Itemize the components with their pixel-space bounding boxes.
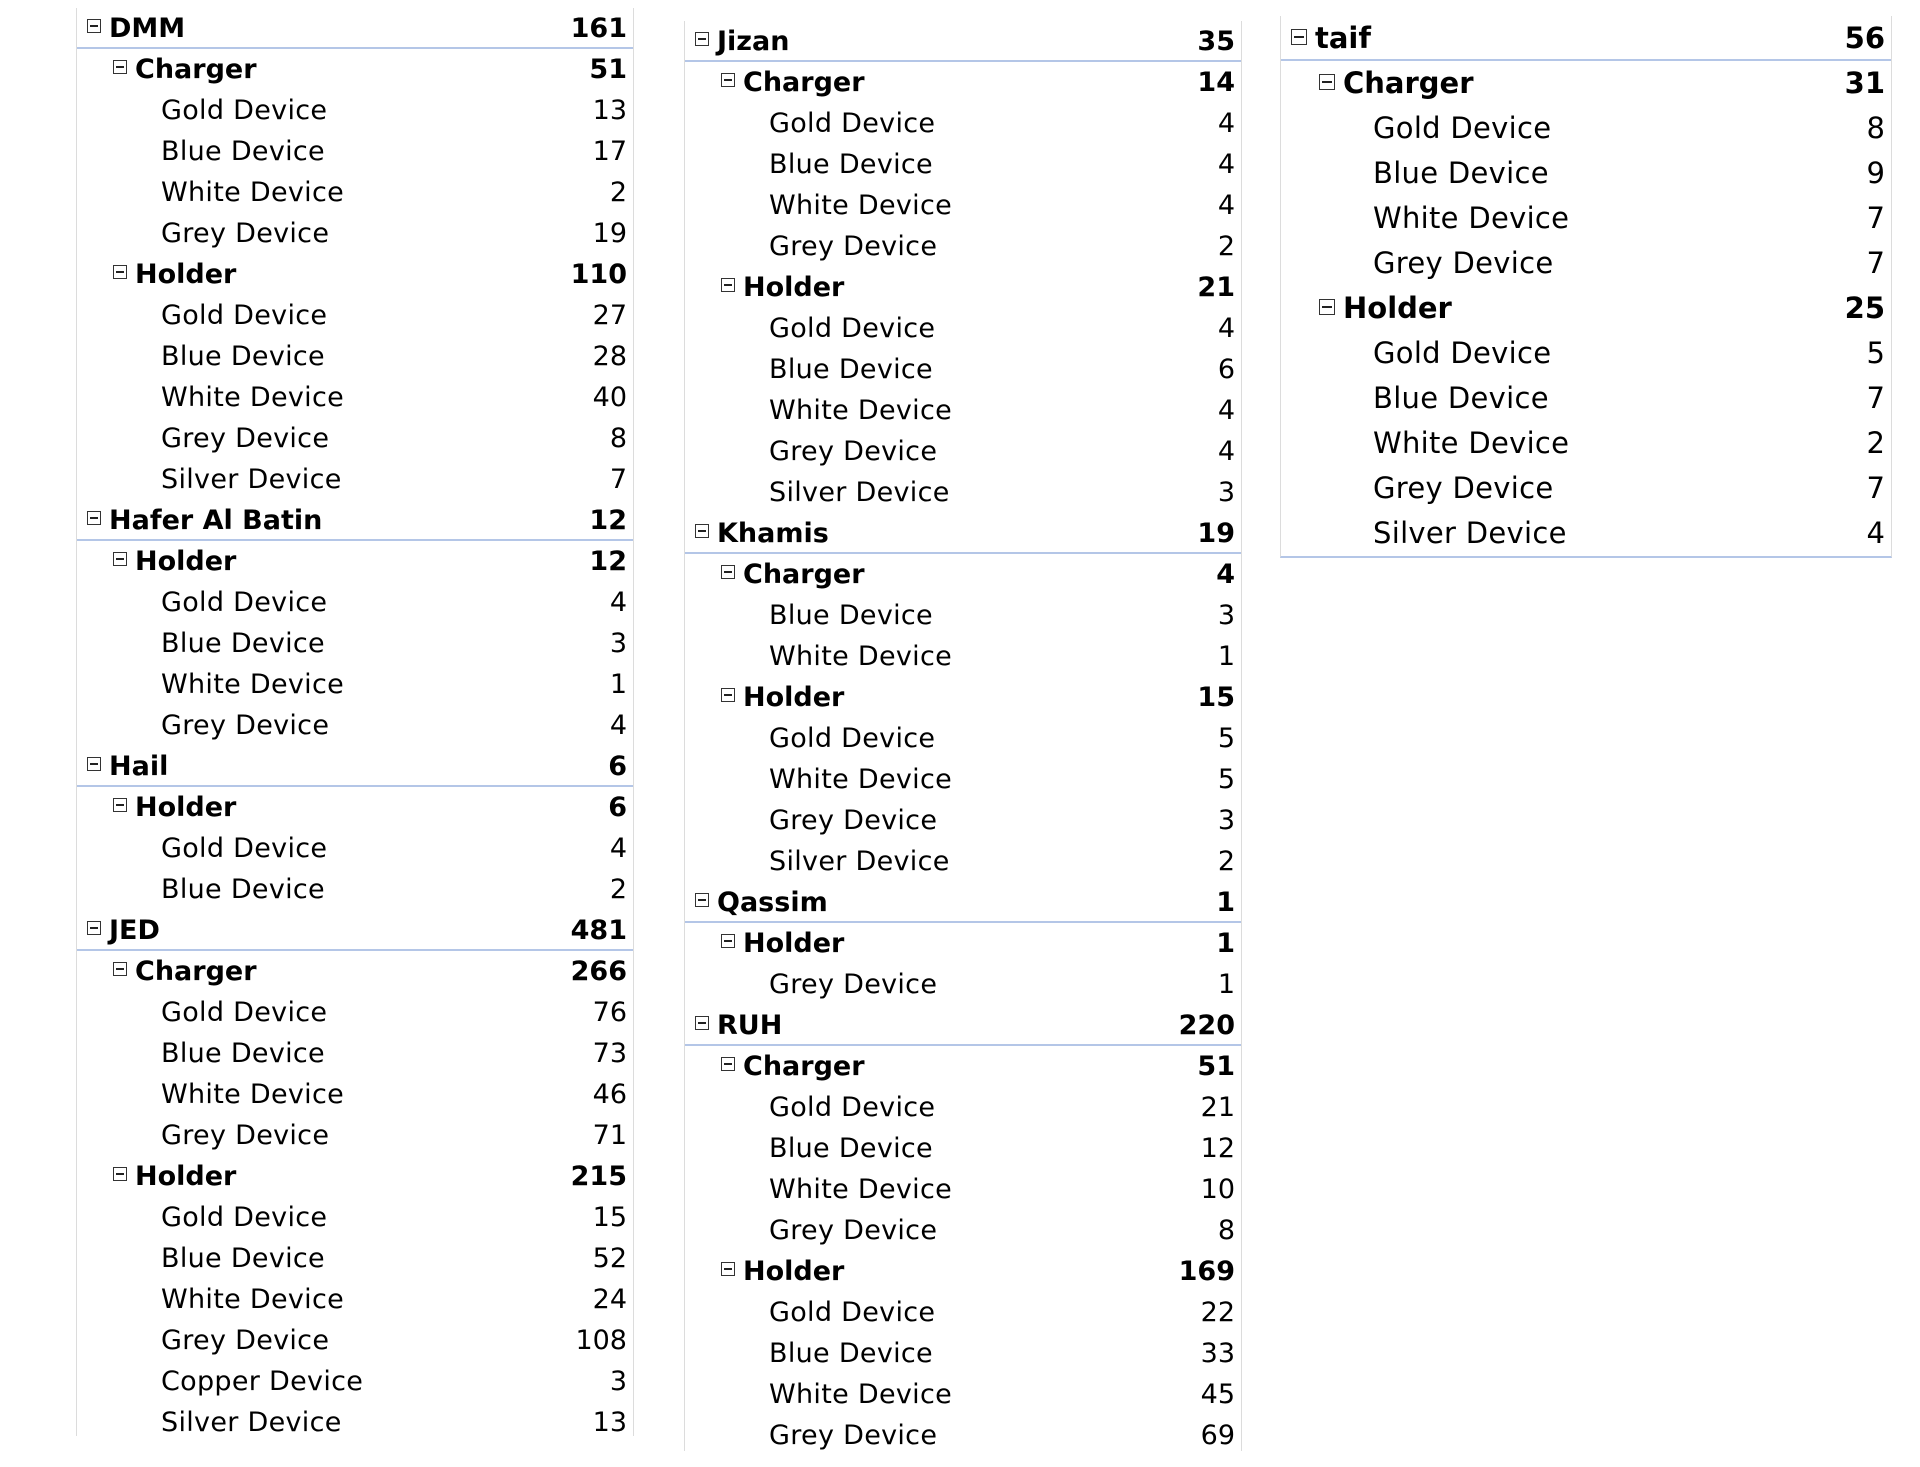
item-row — [1281, 241, 1891, 286]
category-row-holder[interactable] — [685, 923, 1241, 964]
region-row-hail[interactable] — [77, 746, 633, 787]
cat-label: Charger — [743, 559, 865, 590]
pivot-column-3 — [1280, 16, 1892, 558]
region-label: Hafer Al Batin — [109, 505, 323, 536]
item-label: Gold Device — [1373, 111, 1552, 145]
item-value: 76 — [592, 997, 627, 1028]
item-row — [1281, 331, 1891, 376]
item-row — [77, 213, 633, 254]
item-value: 4 — [1217, 313, 1235, 344]
item-label: White Device — [1373, 201, 1570, 235]
item-label: Blue Device — [161, 874, 325, 905]
item-label: White Device — [161, 669, 345, 700]
region-row-taif[interactable] — [1281, 16, 1891, 61]
item-label: Silver Device — [769, 846, 950, 877]
item-value: 28 — [592, 341, 627, 372]
item-row — [1281, 421, 1891, 466]
item-label: Silver Device — [161, 464, 342, 495]
item-label: Grey Device — [161, 710, 330, 741]
item-row — [77, 623, 633, 664]
region-value: 6 — [608, 751, 627, 782]
item-label: Gold Device — [1373, 336, 1552, 370]
item-value: 4 — [1217, 436, 1235, 467]
item-label: White Device — [161, 177, 345, 208]
collapse-minus-icon[interactable] — [695, 1016, 709, 1030]
item-value: 7 — [1866, 246, 1885, 280]
item-value: 69 — [1200, 1420, 1235, 1451]
item-value: 17 — [592, 136, 627, 167]
item-label: Silver Device — [161, 1407, 342, 1438]
item-row — [685, 1128, 1241, 1169]
item-value: 4 — [1866, 516, 1885, 550]
item-label: White Device — [161, 1079, 345, 1110]
cat-label: Charger — [743, 1051, 865, 1082]
item-row — [685, 308, 1241, 349]
item-row — [77, 418, 633, 459]
item-value: 2 — [1217, 231, 1235, 262]
region-row-jizan[interactable] — [685, 21, 1241, 62]
cat-label: Holder — [743, 272, 845, 303]
collapse-minus-icon[interactable] — [1319, 74, 1335, 90]
item-value: 3 — [1217, 600, 1235, 631]
region-label: Qassim — [717, 887, 828, 918]
item-label: Blue Device — [1373, 156, 1549, 190]
item-value: 4 — [1217, 190, 1235, 221]
item-row — [685, 349, 1241, 390]
item-label: Blue Device — [161, 1243, 325, 1274]
item-value: 27 — [592, 300, 627, 331]
collapse-minus-icon[interactable] — [87, 511, 101, 525]
item-label: Grey Device — [769, 1215, 938, 1246]
collapse-minus-icon[interactable] — [87, 19, 101, 33]
item-value: 52 — [592, 1243, 627, 1274]
item-value: 46 — [592, 1079, 627, 1110]
item-row — [77, 1402, 633, 1443]
item-row — [77, 336, 633, 377]
item-label: Blue Device — [161, 341, 325, 372]
item-value: 22 — [1200, 1297, 1235, 1328]
item-value: 3 — [1217, 477, 1235, 508]
item-label: White Device — [769, 190, 953, 221]
item-row — [1281, 106, 1891, 151]
item-row — [77, 131, 633, 172]
category-row-holder[interactable] — [1281, 286, 1891, 331]
item-value: 3 — [609, 1366, 627, 1397]
cat-value: 51 — [1197, 1051, 1235, 1082]
item-row — [685, 390, 1241, 431]
item-label: White Device — [161, 1284, 345, 1315]
cat-label: Holder — [1343, 291, 1452, 325]
cat-value: 1 — [1216, 928, 1235, 959]
item-value: 2 — [609, 177, 627, 208]
collapse-minus-icon[interactable] — [113, 552, 127, 566]
item-label: Gold Device — [161, 587, 328, 618]
item-row — [685, 1210, 1241, 1251]
item-value: 12 — [1200, 1133, 1235, 1164]
cat-label: Holder — [743, 1256, 845, 1287]
item-row — [77, 90, 633, 131]
collapse-minus-icon[interactable] — [721, 565, 735, 579]
region-row-jed[interactable] — [77, 910, 633, 951]
item-value: 4 — [1217, 395, 1235, 426]
item-row — [685, 1415, 1241, 1456]
cat-value: 14 — [1197, 67, 1235, 98]
category-row-charger[interactable] — [685, 62, 1241, 103]
item-value: 4 — [609, 710, 627, 741]
item-label: White Device — [769, 764, 953, 795]
item-value: 3 — [1217, 805, 1235, 836]
collapse-minus-icon[interactable] — [695, 893, 709, 907]
item-label: Grey Device — [161, 423, 330, 454]
item-value: 45 — [1200, 1379, 1235, 1410]
item-label: Gold Device — [769, 108, 936, 139]
category-row-holder[interactable] — [685, 1251, 1241, 1292]
item-label: Blue Device — [769, 1133, 933, 1164]
collapse-minus-icon[interactable] — [113, 265, 127, 279]
item-value: 2 — [1217, 846, 1235, 877]
item-label: Gold Device — [161, 1202, 328, 1233]
cat-value: 110 — [570, 259, 627, 290]
category-row-holder[interactable] — [77, 254, 633, 295]
item-row — [77, 1074, 633, 1115]
item-row — [685, 1087, 1241, 1128]
item-label: Copper Device — [161, 1366, 364, 1397]
item-value: 13 — [592, 1407, 627, 1438]
item-label: Grey Device — [769, 436, 938, 467]
cat-label: Charger — [1343, 66, 1474, 100]
collapse-minus-icon[interactable] — [113, 60, 127, 74]
item-row — [77, 869, 633, 910]
item-row — [77, 1238, 633, 1279]
item-row — [77, 172, 633, 213]
item-label: Gold Device — [769, 313, 936, 344]
region-label: DMM — [109, 13, 186, 44]
collapse-minus-icon[interactable] — [1319, 299, 1335, 315]
region-label: Khamis — [717, 518, 829, 549]
item-row — [77, 582, 633, 623]
item-value: 4 — [609, 833, 627, 864]
item-row — [77, 1279, 633, 1320]
region-row-ruh[interactable] — [685, 1005, 1241, 1046]
item-label: Blue Device — [769, 1338, 933, 1369]
item-row — [685, 1169, 1241, 1210]
cat-value: 51 — [589, 54, 627, 85]
item-label: Gold Device — [161, 95, 328, 126]
item-row — [685, 595, 1241, 636]
region-row-dmm[interactable] — [77, 8, 633, 49]
item-label: Gold Device — [161, 300, 328, 331]
item-label: White Device — [769, 641, 953, 672]
item-row — [1281, 376, 1891, 421]
collapse-minus-icon[interactable] — [87, 757, 101, 771]
region-label: Hail — [109, 751, 169, 782]
item-label: Grey Device — [1373, 246, 1554, 280]
collapse-minus-icon[interactable] — [721, 934, 735, 948]
item-label: Blue Device — [769, 149, 933, 180]
collapse-minus-icon[interactable] — [113, 962, 127, 976]
item-row — [685, 800, 1241, 841]
cat-label: Charger — [743, 67, 865, 98]
category-row-charger[interactable] — [77, 49, 633, 90]
item-label: White Device — [161, 382, 345, 413]
region-row-hafer-al-batin[interactable] — [77, 500, 633, 541]
item-row — [685, 226, 1241, 267]
collapse-minus-icon[interactable] — [721, 688, 735, 702]
item-label: Grey Device — [769, 231, 938, 262]
item-value: 5 — [1217, 764, 1235, 795]
item-value: 8 — [609, 423, 627, 454]
cat-label: Holder — [743, 682, 845, 713]
item-value: 1 — [1217, 969, 1235, 1000]
item-label: Grey Device — [161, 1325, 330, 1356]
region-label: RUH — [717, 1010, 783, 1041]
category-row-holder[interactable] — [685, 267, 1241, 308]
item-value: 5 — [1866, 336, 1885, 370]
item-row — [77, 377, 633, 418]
item-label: Blue Device — [1373, 381, 1549, 415]
item-row — [77, 992, 633, 1033]
item-value: 3 — [609, 628, 627, 659]
item-value: 4 — [1217, 108, 1235, 139]
cat-value: 12 — [589, 546, 627, 577]
cat-label: Holder — [135, 792, 237, 823]
cat-value: 31 — [1844, 66, 1885, 100]
item-row — [685, 841, 1241, 882]
item-row — [685, 1374, 1241, 1415]
item-label: White Device — [769, 1379, 953, 1410]
item-row — [77, 705, 633, 746]
item-row — [77, 1115, 633, 1156]
item-value: 15 — [592, 1202, 627, 1233]
item-value: 21 — [1200, 1092, 1235, 1123]
item-row — [685, 964, 1241, 1005]
collapse-minus-icon[interactable] — [721, 1057, 735, 1071]
region-label: taif — [1315, 21, 1371, 55]
region-value: 19 — [1197, 518, 1235, 549]
item-label: Grey Device — [161, 1120, 330, 1151]
item-value: 24 — [592, 1284, 627, 1315]
cat-label: Holder — [135, 259, 237, 290]
item-value: 19 — [592, 218, 627, 249]
item-value: 2 — [1866, 426, 1885, 460]
item-value: 71 — [592, 1120, 627, 1151]
item-value: 7 — [1866, 381, 1885, 415]
item-label: Silver Device — [769, 477, 950, 508]
item-label: Gold Device — [769, 1092, 936, 1123]
collapse-minus-icon[interactable] — [721, 1262, 735, 1276]
cat-value: 25 — [1844, 291, 1885, 325]
item-value: 1 — [1217, 641, 1235, 672]
region-value: 161 — [570, 13, 627, 44]
collapse-minus-icon[interactable] — [1291, 29, 1307, 45]
item-value: 73 — [592, 1038, 627, 1069]
item-row — [77, 1033, 633, 1074]
item-value: 7 — [1866, 201, 1885, 235]
region-label: Jizan — [717, 26, 790, 57]
item-row — [685, 718, 1241, 759]
item-value: 33 — [1200, 1338, 1235, 1369]
cat-value: 15 — [1197, 682, 1235, 713]
category-row-holder[interactable] — [77, 1156, 633, 1197]
item-row — [685, 185, 1241, 226]
collapse-minus-icon[interactable] — [721, 278, 735, 292]
item-value: 7 — [609, 464, 627, 495]
pivot-column-1 — [76, 8, 634, 1436]
collapse-minus-icon[interactable] — [695, 524, 709, 538]
region-value: 56 — [1844, 21, 1885, 55]
item-row — [77, 295, 633, 336]
item-label: Gold Device — [769, 723, 936, 754]
item-row — [685, 636, 1241, 677]
region-value: 1 — [1216, 887, 1235, 918]
category-row-holder[interactable] — [77, 787, 633, 828]
category-row-holder[interactable] — [77, 541, 633, 582]
item-value: 7 — [1866, 471, 1885, 505]
item-row — [685, 144, 1241, 185]
region-value: 220 — [1178, 1010, 1235, 1041]
item-value: 5 — [1217, 723, 1235, 754]
item-row — [77, 1320, 633, 1361]
item-value: 8 — [1217, 1215, 1235, 1246]
item-row — [685, 431, 1241, 472]
region-value: 35 — [1197, 26, 1235, 57]
region-label: JED — [109, 915, 160, 946]
region-value: 12 — [589, 505, 627, 536]
item-label: Gold Device — [769, 1297, 936, 1328]
item-label: Grey Device — [161, 218, 330, 249]
item-label: Blue Device — [769, 354, 933, 385]
item-row — [685, 472, 1241, 513]
item-label: Grey Device — [769, 969, 938, 1000]
item-label: Grey Device — [1373, 471, 1554, 505]
item-row — [77, 664, 633, 705]
collapse-minus-icon[interactable] — [113, 1167, 127, 1181]
cat-label: Holder — [743, 928, 845, 959]
item-label: White Device — [1373, 426, 1570, 460]
category-row-charger[interactable] — [1281, 61, 1891, 106]
item-value: 108 — [575, 1325, 627, 1356]
item-label: Silver Device — [1373, 516, 1567, 550]
item-row — [1281, 196, 1891, 241]
item-label: White Device — [769, 395, 953, 426]
item-row — [77, 828, 633, 869]
cat-value: 215 — [570, 1161, 627, 1192]
item-value: 4 — [609, 587, 627, 618]
cat-label: Charger — [135, 54, 257, 85]
category-row-charger[interactable] — [685, 554, 1241, 595]
item-row — [685, 103, 1241, 144]
item-label: Blue Device — [769, 600, 933, 631]
item-row — [1281, 466, 1891, 511]
item-value: 1 — [609, 669, 627, 700]
item-row — [685, 1333, 1241, 1374]
cat-value: 169 — [1178, 1256, 1235, 1287]
region-value: 481 — [570, 915, 627, 946]
item-label: Blue Device — [161, 136, 325, 167]
cat-value: 266 — [570, 956, 627, 987]
region-row-khamis[interactable] — [685, 513, 1241, 554]
item-row — [77, 459, 633, 500]
item-label: White Device — [769, 1174, 953, 1205]
item-row — [685, 1292, 1241, 1333]
cat-value: 21 — [1197, 272, 1235, 303]
item-value: 9 — [1866, 156, 1885, 190]
item-label: Blue Device — [161, 1038, 325, 1069]
collapse-minus-icon[interactable] — [87, 921, 101, 935]
item-value: 8 — [1866, 111, 1885, 145]
item-label: Blue Device — [161, 628, 325, 659]
item-row — [77, 1361, 633, 1402]
item-row — [685, 759, 1241, 800]
collapse-minus-icon[interactable] — [721, 73, 735, 87]
cat-label: Holder — [135, 1161, 237, 1192]
item-row — [77, 1197, 633, 1238]
cat-value: 4 — [1216, 559, 1235, 590]
item-row — [1281, 151, 1891, 196]
item-value: 10 — [1200, 1174, 1235, 1205]
item-value: 40 — [592, 382, 627, 413]
item-row — [1281, 511, 1891, 556]
region-row-qassim[interactable] — [685, 882, 1241, 923]
pivot-column-2 — [684, 21, 1242, 1451]
item-value: 4 — [1217, 149, 1235, 180]
collapse-minus-icon[interactable] — [113, 798, 127, 812]
item-label: Gold Device — [161, 833, 328, 864]
item-value: 6 — [1217, 354, 1235, 385]
item-label: Grey Device — [769, 1420, 938, 1451]
category-row-holder[interactable] — [685, 677, 1241, 718]
category-row-charger[interactable] — [685, 1046, 1241, 1087]
item-value: 13 — [592, 95, 627, 126]
collapse-minus-icon[interactable] — [695, 32, 709, 46]
item-label: Grey Device — [769, 805, 938, 836]
cat-value: 6 — [608, 792, 627, 823]
category-row-charger[interactable] — [77, 951, 633, 992]
cat-label: Charger — [135, 956, 257, 987]
cat-label: Holder — [135, 546, 237, 577]
item-value: 2 — [609, 874, 627, 905]
item-label: Gold Device — [161, 997, 328, 1028]
